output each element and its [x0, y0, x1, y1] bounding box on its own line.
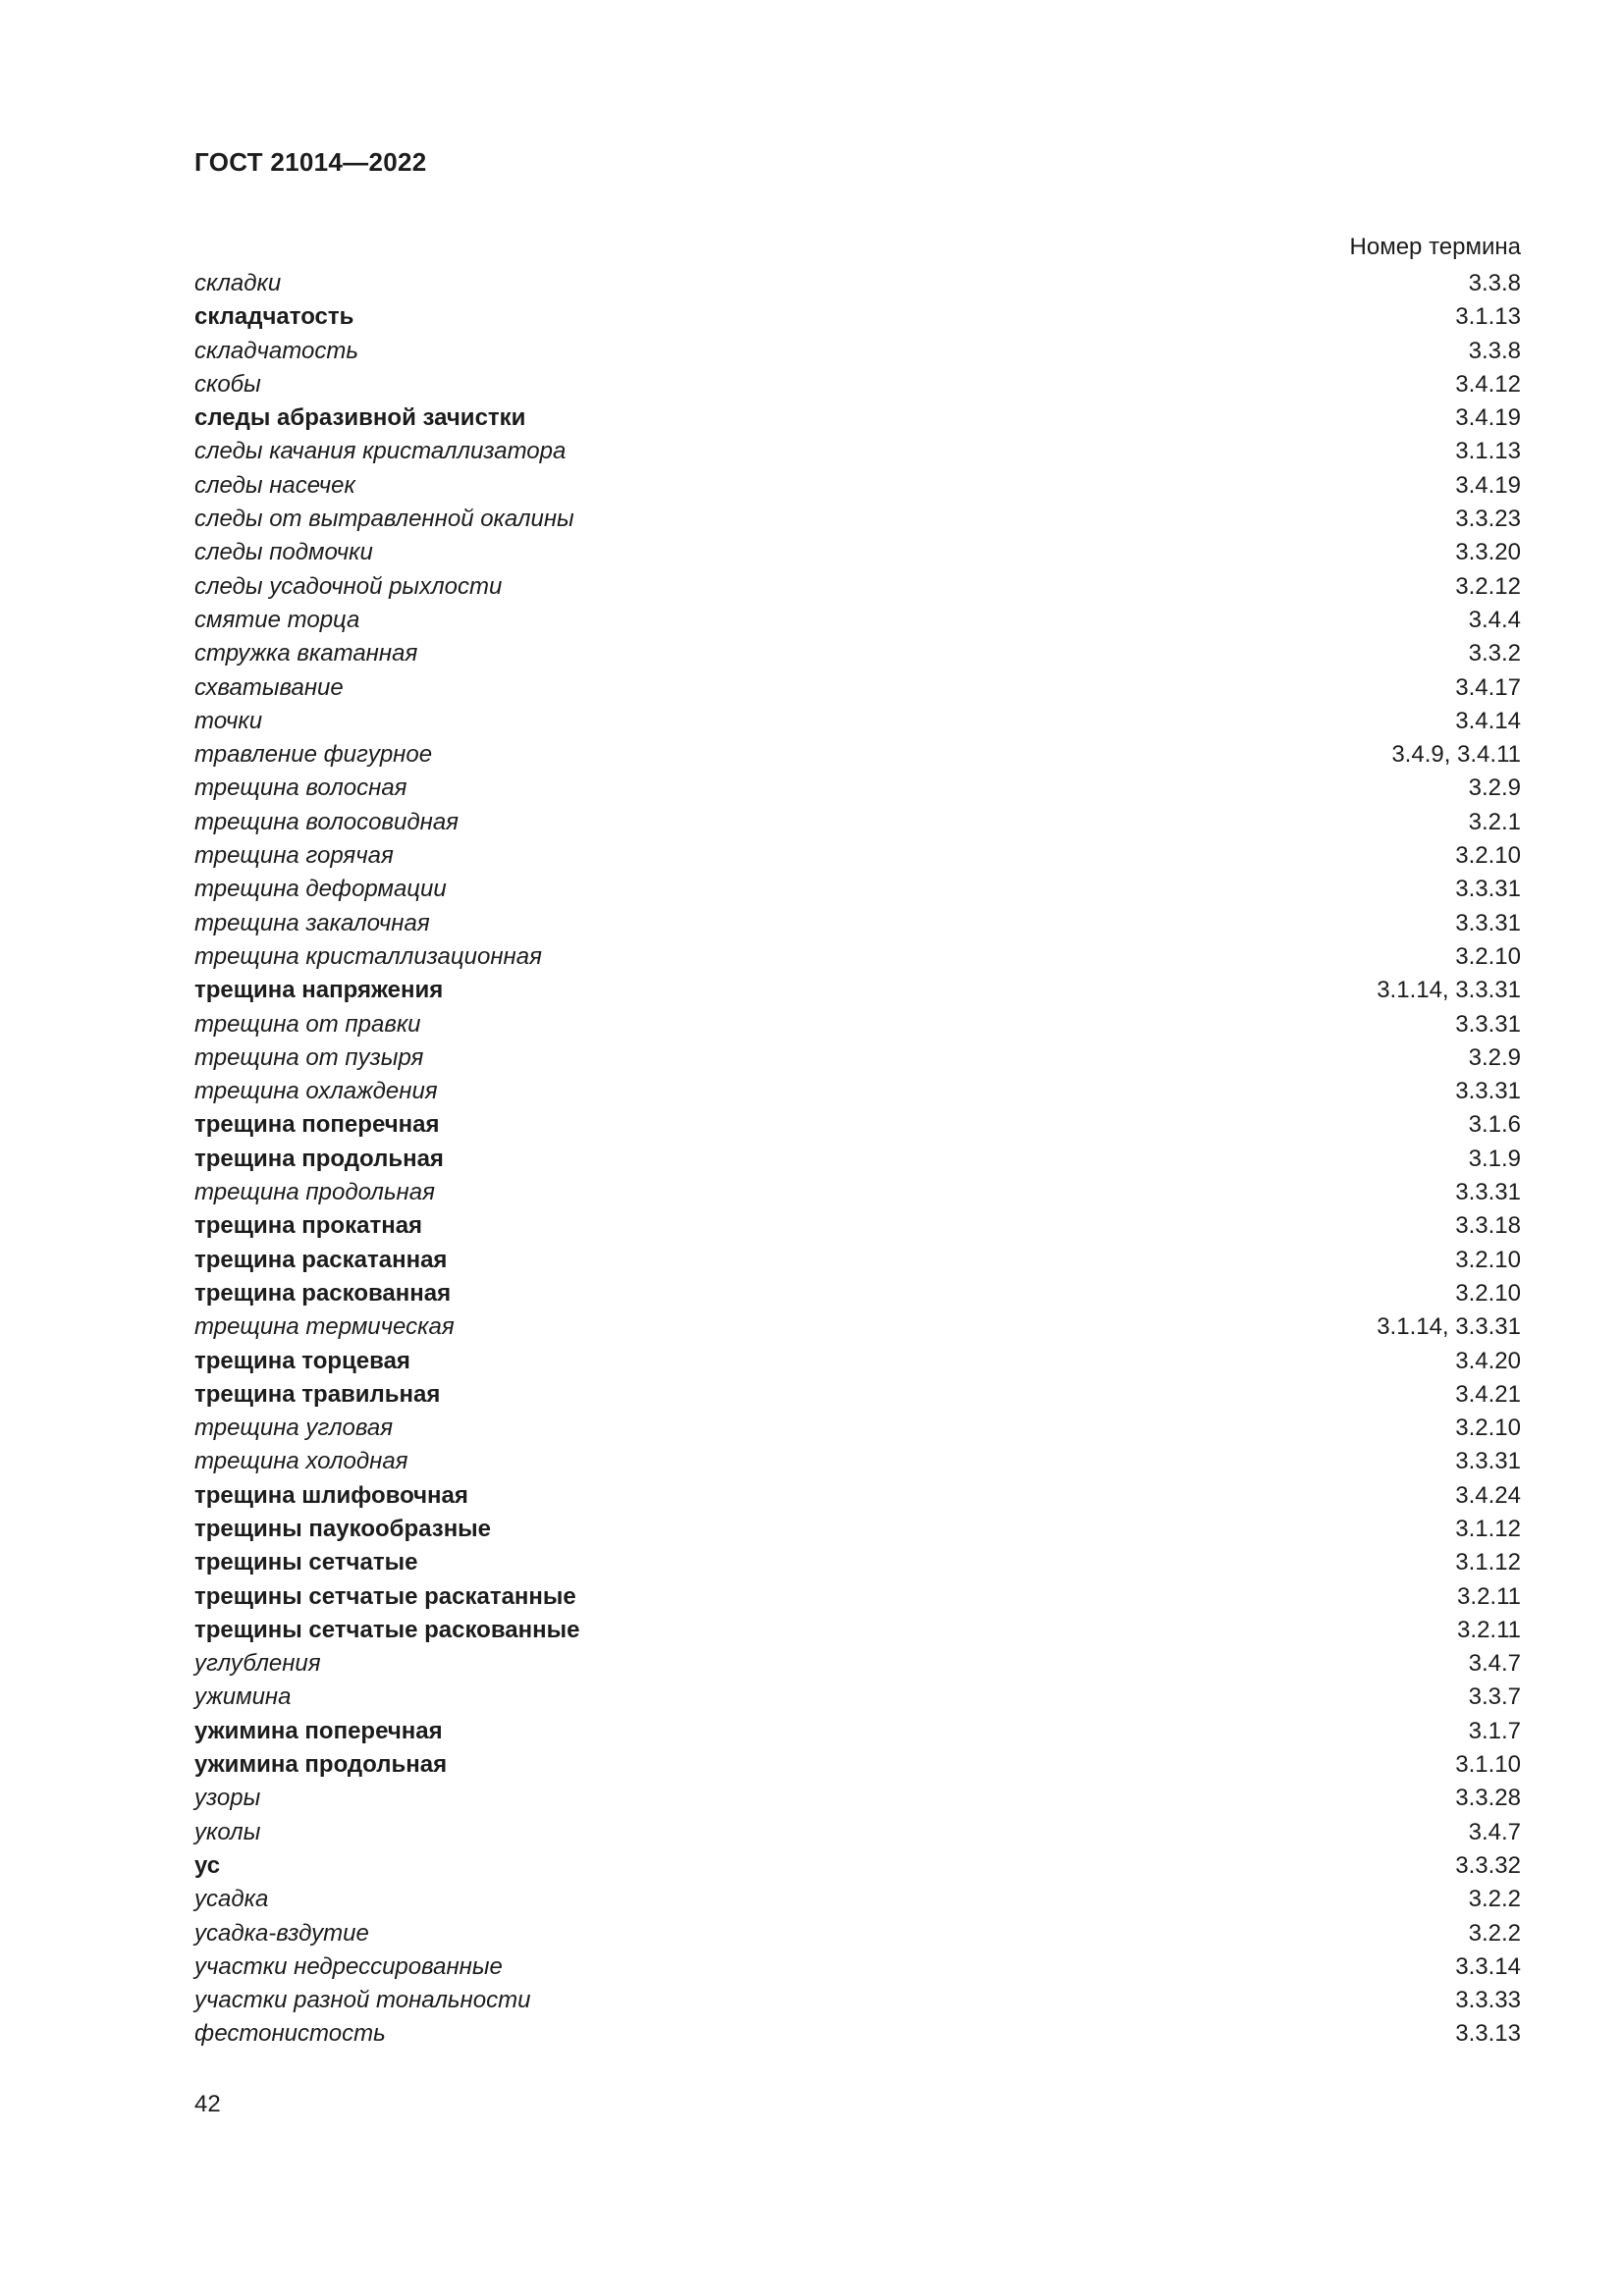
index-term: трещина шлифовочная	[194, 1481, 468, 1509]
index-term: следы насечек	[194, 471, 355, 499]
index-term: трещина торцевая	[194, 1347, 410, 1374]
index-term-number: 3.2.11	[1457, 1582, 1521, 1610]
index-row	[194, 469, 1521, 503]
index-term: усадка	[194, 1886, 269, 1913]
index-row	[194, 1816, 1521, 1849]
index-row	[194, 839, 1521, 873]
index-term-number: 3.2.11	[1457, 1616, 1521, 1643]
index-term-number: 3.4.7	[1468, 1650, 1521, 1678]
index-row	[194, 738, 1521, 772]
index-row	[194, 267, 1521, 300]
index-row	[194, 873, 1521, 906]
index-row	[194, 2017, 1521, 2051]
index-term-number: 3.2.2	[1468, 1919, 1521, 1947]
index-row	[194, 1209, 1521, 1243]
index-row	[194, 1244, 1521, 1277]
index-term-number: 3.2.10	[1455, 1415, 1521, 1442]
index-term: трещина горячая	[194, 842, 394, 870]
index-row	[194, 300, 1521, 334]
index-term: трещины сетчатые	[194, 1549, 418, 1576]
index-term-number: 3.3.8	[1468, 270, 1521, 296]
index-term: трещина угловая	[194, 1415, 394, 1442]
index-row	[194, 637, 1521, 670]
index-row	[194, 1412, 1521, 1445]
index-term-number: 3.3.14	[1455, 1952, 1521, 1980]
index-row	[194, 671, 1521, 705]
index-term: трещина холодная	[194, 1448, 408, 1475]
index-term-number: 3.2.10	[1455, 1279, 1521, 1307]
index-term-number: 3.1.12	[1455, 1549, 1521, 1576]
index-term-number: 3.3.18	[1455, 1212, 1521, 1240]
index-term-number: 3.2.12	[1455, 572, 1521, 600]
index-term: трещина от правки	[194, 1010, 421, 1038]
index-term: участки недрессированные	[194, 1952, 503, 1980]
index-term: травление фигурное	[194, 741, 433, 769]
index-row	[194, 1513, 1521, 1546]
index-term: складчатость	[194, 337, 358, 364]
index-term-number: 3.2.10	[1455, 1246, 1521, 1273]
index-term: участки разной тональности	[194, 1987, 531, 2014]
index-row	[194, 604, 1521, 637]
index-row	[194, 806, 1521, 839]
index-row	[194, 1075, 1521, 1108]
index-row	[194, 1378, 1521, 1412]
index-row	[194, 1580, 1521, 1614]
index-row	[194, 1681, 1521, 1714]
index-row	[194, 570, 1521, 604]
index-term-number: 3.1.7	[1468, 1717, 1521, 1744]
index-term-number: 3.3.32	[1455, 1851, 1521, 1879]
index-term-number: 3.1.13	[1455, 438, 1521, 465]
index-term: трещина волосная	[194, 774, 407, 802]
page-number: 42	[194, 2091, 221, 2117]
index-row	[194, 1883, 1521, 1916]
index-row	[194, 772, 1521, 805]
index-row	[194, 1950, 1521, 1984]
index-row	[194, 1917, 1521, 1950]
index-term: следы абразивной зачистки	[194, 404, 526, 432]
index-term-number: 3.4.20	[1455, 1347, 1521, 1374]
index-term: схватывание	[194, 673, 344, 701]
index-term: уколы	[194, 1818, 261, 1845]
index-term: следы качания кристаллизатора	[194, 438, 567, 465]
index-row	[194, 1984, 1521, 2017]
index-row	[194, 1445, 1521, 1478]
index-row	[194, 1176, 1521, 1209]
index-row	[194, 1108, 1521, 1142]
index-term: смятие торца	[194, 606, 360, 633]
index-term: ужимина	[194, 1683, 292, 1711]
index-term-number: 3.3.2	[1468, 640, 1521, 667]
index-term: трещина напряжения	[194, 977, 444, 1004]
index-row	[194, 1041, 1521, 1075]
index-row	[194, 1748, 1521, 1782]
index-row	[194, 1782, 1521, 1815]
document-header: ГОСТ 21014—2022	[194, 147, 427, 177]
index-term: трещина кристаллизационная	[194, 942, 542, 970]
index-term: ужимина продольная	[194, 1751, 448, 1779]
index-term-number: 3.4.4	[1468, 606, 1521, 633]
index-term: точки	[194, 707, 263, 734]
index-term: следы подмочки	[194, 539, 373, 566]
index-term: трещина деформации	[194, 876, 447, 903]
index-term-number: 3.4.24	[1455, 1481, 1521, 1509]
index-term-number: 3.3.8	[1468, 337, 1521, 364]
index-term-number: 3.3.31	[1455, 1078, 1521, 1105]
index-term: стружка вкатанная	[194, 640, 418, 667]
index-term: трещина травильная	[194, 1380, 441, 1408]
index-term-number: 3.4.9, 3.4.11	[1391, 741, 1521, 769]
index-term-number: 3.2.9	[1468, 1043, 1521, 1071]
index-term: трещина закалочная	[194, 909, 430, 936]
index-term: ужимина поперечная	[194, 1717, 443, 1744]
index-term: трещина термическая	[194, 1313, 455, 1341]
index-row	[194, 1715, 1521, 1748]
index-term-number: 3.3.31	[1455, 1010, 1521, 1038]
index-row	[194, 1546, 1521, 1579]
index-row	[194, 536, 1521, 569]
index-term: трещины паукообразные	[194, 1515, 492, 1542]
index-row	[194, 1614, 1521, 1647]
index-term-number: 3.2.9	[1468, 774, 1521, 802]
index-row	[194, 335, 1521, 368]
index-term: трещина раскатанная	[194, 1246, 448, 1273]
term-number-column-header: Номер термина	[1349, 234, 1521, 260]
index-term-number: 3.4.19	[1455, 404, 1521, 432]
index-term-number: 3.4.21	[1455, 1380, 1521, 1408]
index-term-number: 3.2.2	[1468, 1886, 1521, 1913]
index-row	[194, 1647, 1521, 1681]
index-term: следы усадочной рыхлости	[194, 572, 503, 600]
index-row	[194, 1849, 1521, 1883]
index-term-number: 3.3.23	[1455, 506, 1521, 533]
index-term: скобы	[194, 370, 261, 398]
index-term: трещина от пузыря	[194, 1043, 424, 1071]
index-term: трещина волосовидная	[194, 808, 459, 835]
index-term: трещина продольная	[194, 1179, 435, 1206]
index-term-number: 3.3.13	[1455, 2020, 1521, 2048]
index-term-number: 3.1.14, 3.3.31	[1377, 1313, 1521, 1341]
index-term-number: 3.1.12	[1455, 1515, 1521, 1542]
index-row	[194, 1008, 1521, 1041]
index-term: узоры	[194, 1785, 261, 1812]
index-term-number: 3.4.7	[1468, 1818, 1521, 1845]
index-term: фестонистость	[194, 2020, 386, 2048]
index-term-number: 3.4.17	[1455, 673, 1521, 701]
index-row	[194, 940, 1521, 974]
index-term: трещина поперечная	[194, 1111, 440, 1139]
index-term: усадка-вздутие	[194, 1919, 369, 1947]
index-term-number: 3.1.6	[1468, 1111, 1521, 1139]
index-term: трещины сетчатые раскатанные	[194, 1582, 576, 1610]
index-term-number: 3.3.33	[1455, 1987, 1521, 2014]
index-term-number: 3.2.10	[1455, 842, 1521, 870]
index-term: трещины сетчатые раскованные	[194, 1616, 580, 1643]
index-term: ус	[194, 1851, 221, 1879]
index-term-number: 3.4.12	[1455, 370, 1521, 398]
index-row	[194, 1143, 1521, 1176]
index-term-number: 3.3.28	[1455, 1785, 1521, 1812]
index-term-number: 3.3.7	[1468, 1683, 1521, 1711]
index-term: складки	[194, 270, 282, 296]
term-index-list	[194, 267, 1521, 2052]
index-term-number: 3.2.10	[1455, 942, 1521, 970]
index-term: складчатость	[194, 303, 354, 331]
index-term-number: 3.1.9	[1468, 1145, 1521, 1172]
index-term-number: 3.3.31	[1455, 876, 1521, 903]
index-term-number: 3.4.19	[1455, 471, 1521, 499]
index-term-number: 3.2.1	[1468, 808, 1521, 835]
index-term-number: 3.3.31	[1455, 1448, 1521, 1475]
index-term: следы от вытравленной окалины	[194, 506, 574, 533]
index-row	[194, 974, 1521, 1007]
index-term: трещина прокатная	[194, 1212, 423, 1240]
index-term-number: 3.1.14, 3.3.31	[1377, 977, 1521, 1004]
index-term-number: 3.3.31	[1455, 1179, 1521, 1206]
index-row	[194, 368, 1521, 401]
index-row	[194, 401, 1521, 435]
index-row	[194, 705, 1521, 738]
index-row	[194, 1277, 1521, 1310]
index-row	[194, 1345, 1521, 1378]
index-term: трещина раскованная	[194, 1279, 452, 1307]
index-row	[194, 907, 1521, 940]
index-term-number: 3.3.31	[1455, 909, 1521, 936]
index-row	[194, 503, 1521, 536]
index-term-number: 3.3.20	[1455, 539, 1521, 566]
index-row	[194, 1310, 1521, 1344]
index-term-number: 3.4.14	[1455, 707, 1521, 734]
index-term: трещина охлаждения	[194, 1078, 438, 1105]
index-term-number: 3.1.13	[1455, 303, 1521, 331]
index-row	[194, 435, 1521, 468]
index-term-number: 3.1.10	[1455, 1751, 1521, 1779]
index-term: трещина продольная	[194, 1145, 444, 1172]
index-term: углубления	[194, 1650, 321, 1678]
index-row	[194, 1479, 1521, 1513]
